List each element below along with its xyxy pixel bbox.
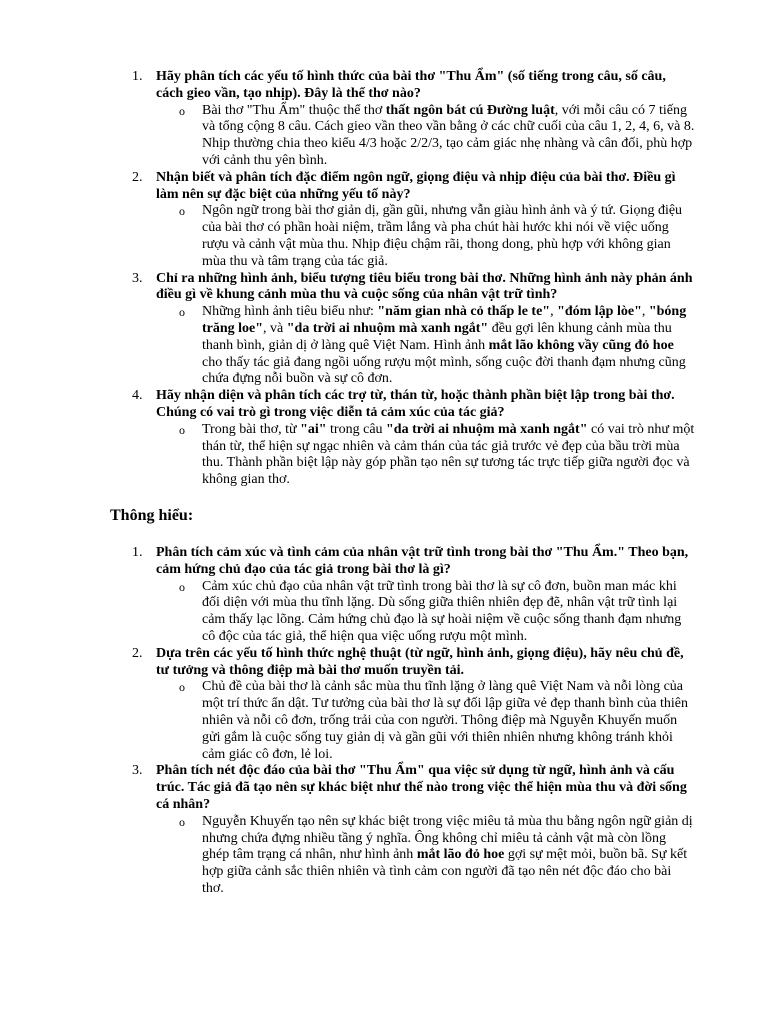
answer-segment: trong câu [326,421,387,437]
answer-emphasis: mắt lão không vầy cũng đỏ hoe [488,337,674,353]
answer-segment: có vai trò như một thán từ, thể hiện sự ngạc nhiên và cảm thán của tác giả trước vẻ đẹp của bầu trời mùa thu. Thành phần biệt lập này góp phần tạo nên sự tương tác trực tiếp giữa người đọc và không gian thơ. [202,421,695,488]
answer-text [202,679,696,763]
question-text: Hãy phân tích các yếu tố hình thức của bài thơ "Thu Ẩm" (số tiếng trong câu, số câu, cách gieo vần, tạo nhịp). Đây là thể thơ nào? [156,69,666,101]
answer-emphasis: "bóng trăng loe" [202,304,687,336]
answer-segment: đều gợi lên khung cảnh mùa thu thanh bình, giản dị ở làng quê Việt Nam. Hình ảnh [202,320,672,353]
section-heading: Thông hiểu: [110,507,194,524]
answer-list [156,422,696,489]
answer-item [156,679,696,763]
answer-emphasis: "ai" [300,421,327,437]
question-item [132,763,696,897]
circle-bullet-icon: o [179,680,185,695]
answer-list [156,203,696,270]
question-item [132,645,696,764]
answer-segment: , [550,304,558,320]
answer-list [156,679,696,763]
circle-bullet-icon: o [179,579,185,594]
circle-bullet-icon: o [179,422,185,437]
answer-item [156,203,696,270]
answer-list [156,103,696,170]
answer-segment: , và [263,320,287,336]
answer-segment: , với mỗi câu có 7 tiếng và tổng cộng 8 câu. Cách gieo vần theo vần bằng ở các chữ cuối của câu 1, 2, 4, 6, và 8. Nhịp thường chia theo kiểu 4/3 hoặc 2/2/3, tạo cảm giác nhẹ nhàng và cân đối, phù hợp với cảnh thu yên bình. [202,102,695,168]
answer-text [202,814,696,898]
question-number: 3. [132,270,143,286]
question-number: 1. [132,545,143,560]
answer-item [156,103,696,170]
answer-segment: cho thấy tác giả đang ngồi uống rượu một mình, sống cuộc đời thanh đạm nhưng cũng chứa đựng nỗi buồn và sự cô đơn. [202,354,686,387]
answer-segment: Cảm xúc chủ đạo của nhân vật trữ tình trong bài thơ là sự cô đơn, buồn man mác khi đối diện với mùa thu tĩnh lặng. Dù sống giữa thiên nhiên đẹp đẽ, nhân vật trữ tình lại cảm thấy lạc lõng. Cảm hứng chủ đạo là sự hoài niệm về cuộc sống thanh đạm nhưng cô độc của tác giả, thể hiện qua việc uống rượu một mình. [202,578,682,644]
answer-segment: gợi sự mệt mỏi, buồn bã. Sự kết hợp giữa cảnh sắc thiên nhiên và tình cảm con người đã tạo nên nét độc đáo cho bài thơ. [202,847,688,896]
circle-bullet-icon: o [179,204,185,219]
question-text: Chỉ ra những hình ảnh, biểu tượng tiêu biểu trong bài thơ. Những hình ảnh này phản ánh điều gì về khung cảnh mùa thu và cuộc sống của nhân vật trữ tình? [156,270,693,303]
question-number: 2. [132,645,143,661]
question-list-section-1 [132,69,696,489]
answer-list [156,814,696,898]
question-number: 3. [132,763,143,779]
question-item [132,69,696,170]
answer-emphasis: thất ngôn bát cú Đường luật [385,102,555,118]
answer-segment: Nguyễn Khuyến tạo nên sự khác biệt trong việc miêu tả mùa thu bằng ngôn ngữ giản dị nhưng chứa đựng nhiều tầng ý nghĩa. Ông không chỉ miêu tả cảnh vật mà còn lồng ghép tâm trạng cá nhân, như hình ảnh [202,813,693,863]
circle-bullet-icon: o [179,814,185,829]
answer-list [156,304,696,388]
question-text: Dựa trên các yếu tố hình thức nghệ thuật (từ ngữ, hình ảnh, giọng điệu), hãy nêu chủ đề, tư tưởng và thông điệp mà bài thơ muốn truyền tải. [156,645,684,678]
answer-list [156,579,696,646]
question-number: 2. [132,169,143,185]
answer-item [156,579,696,646]
answer-text [202,304,696,388]
answer-segment: Những hình ảnh tiêu biểu như: [202,304,378,320]
circle-bullet-icon: o [179,305,185,320]
question-item [132,388,696,489]
question-text: Hãy nhận diện và phân tích các trợ từ, thán từ, hoặc thành phần biệt lập trong bài thơ. Chúng có vai trò gì trong việc diễn tả cảm xúc của tác giả? [156,388,675,420]
answer-text [202,422,696,489]
question-number: 4. [132,388,143,404]
answer-item [156,422,696,489]
circle-bullet-icon: o [179,103,185,118]
question-item [132,545,696,646]
question-item [132,169,696,271]
answer-item [156,304,696,388]
answer-emphasis: "năm gian nhà cỏ thấp le te" [377,304,551,320]
answer-text [202,579,696,646]
question-item [132,270,696,389]
question-number: 1. [132,69,143,84]
answer-segment: , [641,304,649,320]
answer-text [202,103,696,170]
answer-emphasis: "da trời ai nhuộm mà xanh ngắt" [386,421,588,437]
answer-segment: Ngôn ngữ trong bài thơ giản dị, gần gũi, nhưng vẫn giàu hình ảnh và ý tứ. Giọng điệu của bài thơ có phần hoài niệm, trầm lắng và pha chút hài hước khi nói về việc uống rượu và cảnh vật mùa thu. Nhịp điệu chậm rãi, thong dong, phù hợp với không gian mùa thu và tâm trạng của tác giả. [202,203,683,269]
answer-text [202,203,696,270]
answer-item [156,814,696,898]
answer-emphasis: "đóm lập lòe" [557,304,642,320]
answer-segment: Trong bài thơ, từ [202,421,301,437]
answer-segment: Bài thơ "Thu Ẩm" thuộc thể thơ [202,102,386,118]
answer-segment: Chủ đề của bài thơ là cảnh sắc mùa thu tĩnh lặng ở làng quê Việt Nam và nỗi lòng của một trí thức ẩn dật. Tư tưởng của bài thơ là sự đối lập giữa vẻ đẹp thanh bình của thiên nhiên và nỗi cô đơn, trống trải của con người. Thông điệp mà Nguyễn Khuyến muốn gửi gắm là cuộc sống tuy giản dị và gần gũi với thiên nhiên nhưng không tránh khỏi cảm giác cô đơn, lẻ loi. [202,679,688,762]
answer-emphasis: "da trời ai nhuộm mà xanh ngắt" [286,320,489,336]
question-text: Phân tích nét độc đáo của bài thơ "Thu Ẩm" qua việc sử dụng từ ngữ, hình ảnh và cấu trúc. Tác giả đã tạo nên sự khác biệt như thế nào trong việc thể hiện mùa thu và đời sống cá nhân? [156,763,687,812]
question-text: Nhận biết và phân tích đặc điểm ngôn ngữ, giọng điệu và nhịp điệu của bài thơ. Điều gì làm nên sự đặc biệt của những yếu tố này? [156,169,676,202]
question-text: Phân tích cảm xúc và tình cảm của nhân vật trữ tình trong bài thơ "Thu Ẩm." Theo bạn, cảm hứng chủ đạo của tác giả trong bài thơ là gì? [156,545,689,577]
answer-emphasis: mắt lão đỏ hoe [416,847,505,863]
question-list-section-2 [132,545,696,898]
